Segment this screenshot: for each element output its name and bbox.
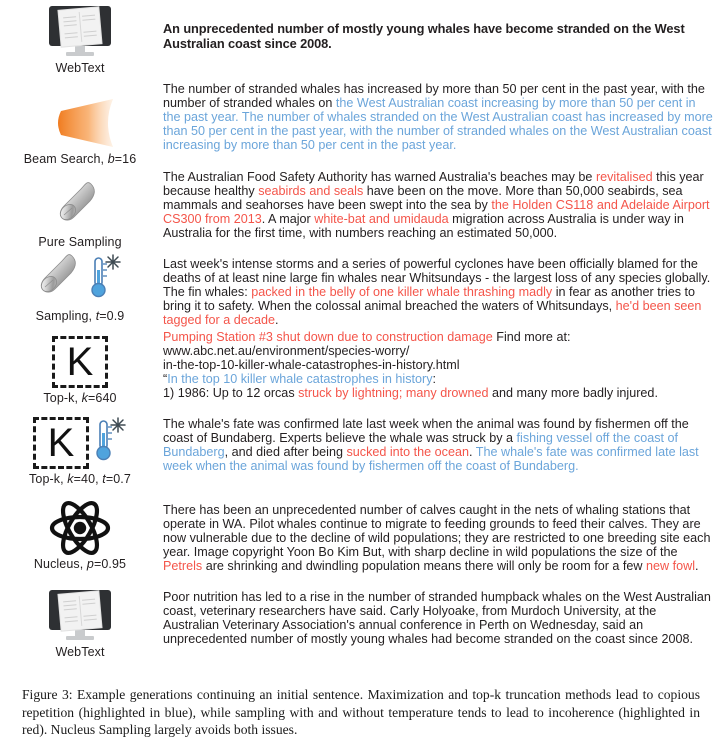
- text-run-plain: are shrinking and dwindling population means there will only be room for a few: [202, 559, 647, 574]
- method-label: Sampling, t=0.9: [35, 309, 125, 323]
- text-run-plain: .: [469, 445, 476, 460]
- text-run-red: he'd been seen tagged for a decade: [163, 299, 702, 328]
- text-run-red: sucked into the ocean: [346, 445, 469, 460]
- text-run-plain: in fear as another tries to bring it to safety. When the colossal animal breached the waters of Whitsundays,: [163, 285, 696, 314]
- method-label: Top-k, k=40, t=0.7: [29, 472, 131, 486]
- text-run-blue: the West Australian coast increasing by more than 50 per cent in the past year. The number of whales stranded on the West Australian coast has increased by more than 50 per cent in the past year, with the number of stranded whales on the West Australian coast increasing by more than 50 per cent in the past year.: [163, 96, 713, 153]
- monitor-document-icon: [0, 4, 160, 60]
- text-run-plain: have been on the move. More than 50,000 seabirds, sea mammals and seahorses have been swept into the sea by: [163, 184, 683, 213]
- spoon-icon: [38, 252, 84, 309]
- monitor-document-icon: [0, 588, 160, 644]
- method-webtext-top: [0, 4, 160, 75]
- text-run-plain: , and died after being: [224, 445, 347, 460]
- method-label: Top-k, k=640: [43, 391, 117, 405]
- text-run-plain: :: [432, 372, 437, 387]
- text-run-plain: Find more at: www.abc.net.au/environment/species-worry/: [163, 330, 571, 359]
- spoon-icon: [0, 178, 160, 234]
- prompt-sentence: An unprecedented number of mostly young whales have become stranded on the West Australian coast since 2008.: [163, 21, 685, 51]
- method-label: WebText: [55, 61, 105, 75]
- text-run-red: struck by lightning; many drowned: [298, 386, 489, 401]
- figure-caption: [22, 686, 700, 739]
- generation-nucleus: [163, 503, 715, 573]
- method-label: Pure Sampling: [38, 235, 122, 249]
- method-topk-640: [0, 334, 160, 405]
- method-webtext-bottom: [0, 588, 160, 659]
- atom-icon: [0, 500, 160, 556]
- text-run-plain: migration across Australia is under way in Australia for the first time, with numbers reaching an estimated 50,000.: [163, 212, 684, 241]
- text-run-plain: .: [275, 313, 279, 328]
- caption-label: Figure 3:: [22, 687, 73, 702]
- method-beam-search: [0, 95, 160, 166]
- text-run-plain: The number of stranded whales has increased by more than 50 per cent in the past year, with the number of stranded whales on: [163, 82, 705, 111]
- method-icon-column: [0, 0, 160, 680]
- method-topk-40-t07: [0, 415, 160, 486]
- thermometer-snowflake-icon: [93, 415, 127, 472]
- text-run-red: Petrels: [163, 559, 203, 574]
- text-run-plain: “: [163, 372, 168, 387]
- generation-beam-search: [163, 82, 715, 152]
- text-run-red: packed in the belly of one killer whale thrashing madly: [251, 285, 553, 300]
- text-run-plain: The whale's fate was confirmed late last week when the animal was found by fishermen off the coast of Bundaberg. Experts believe the whale was struck by a: [163, 417, 689, 446]
- beam-cone-icon: [0, 95, 160, 151]
- text-run-blue: The whale's fate was confirmed late last week when the animal was found by fishermen off the coast of Bundaberg.: [163, 445, 699, 474]
- dashed-k-box-icon: K: [33, 417, 89, 469]
- thermometer-snowflake-icon: [88, 252, 122, 309]
- method-label: WebText: [55, 645, 105, 659]
- text-run-red: white-bat and umidauda: [314, 212, 449, 227]
- generation-topk-640: [163, 330, 715, 400]
- text-run-red: revitalised: [595, 170, 653, 184]
- caption-text: Example generations continuing an initial sentence. Maximization and top-k truncation methods lead to copious repetition (highlighted in blue), while sampling with and without temperature tends to lead to incoherence (highlighted in red). Nucleus Sampling largely avoids both issues.: [22, 687, 700, 738]
- method-label: Beam Search, b=16: [23, 152, 137, 166]
- generation-pure-sampling: [163, 170, 715, 240]
- method-sampling-t09: [0, 252, 160, 323]
- text-run-red: the Holden CS118 and Adelaide Airport CS300 from 2013: [163, 198, 710, 227]
- method-nucleus: [0, 500, 160, 571]
- text-run-plain: The Australian Food Safety Authority has warned Australia's beaches may be: [163, 170, 596, 184]
- generation-topk-40-t07: [163, 417, 715, 473]
- text-run-plain: and many more badly injured.: [488, 386, 658, 401]
- generation-webtext-bottom: [163, 590, 715, 646]
- text-run-red: new fowl: [646, 559, 696, 574]
- text-run-plain: in-the-top-10-killer-whale-catastrophes-in-history.html: [163, 358, 460, 373]
- text-run-plain: . A major: [261, 212, 315, 227]
- text-run-plain: There has been an unprecedented number of calves caught in the nets of whaling stations that operate in WA. Pilot whales continue to migrate to feeding grounds to feed their calves. They are now vulnerable due to the decline of wild populations; they are restricted to one breeding site each year. Image copyright Yoon Bo Kim But, with sharp decline in wild populations the size of the: [163, 503, 711, 560]
- generation-sampling-t09: [163, 257, 715, 327]
- text-run-plain: this year because healthy: [163, 170, 704, 199]
- method-pure-sampling: [0, 178, 160, 249]
- text-run-red: seabirds and seals: [258, 184, 364, 199]
- text-run-blue: fishing vessel off the coast of Bundaberg: [163, 431, 679, 460]
- dashed-k-box-icon: K: [0, 334, 160, 390]
- text-run-red: Pumping Station #3 shut down due to construction damage: [163, 330, 493, 344]
- method-label: Nucleus, p=0.95: [33, 557, 127, 571]
- text-run-plain: Last week's intense storms and a series of powerful cyclones have been officially blamed for the deaths of at least nine large fin whales near Whitsundays - the largest loss of any species globally. The fin whales:: [163, 257, 711, 300]
- text-run-plain: .: [695, 559, 699, 574]
- text-run-plain: Poor nutrition has led to a rise in the number of stranded humpback whales on the West Australian coast, veterinary researchers have said. Carly Holyoake, from Murdoch University, at the Australian Veterinary Association's annual conference in Perth on Wednesday, said an unprecedented number of mostly young whales had become stranded on the coast since 2008.: [163, 590, 711, 647]
- text-run-blue: In the top 10 killer whale catastrophes in history: [167, 372, 433, 387]
- text-run-plain: 1) 1986: Up to 12 orcas: [163, 386, 299, 401]
